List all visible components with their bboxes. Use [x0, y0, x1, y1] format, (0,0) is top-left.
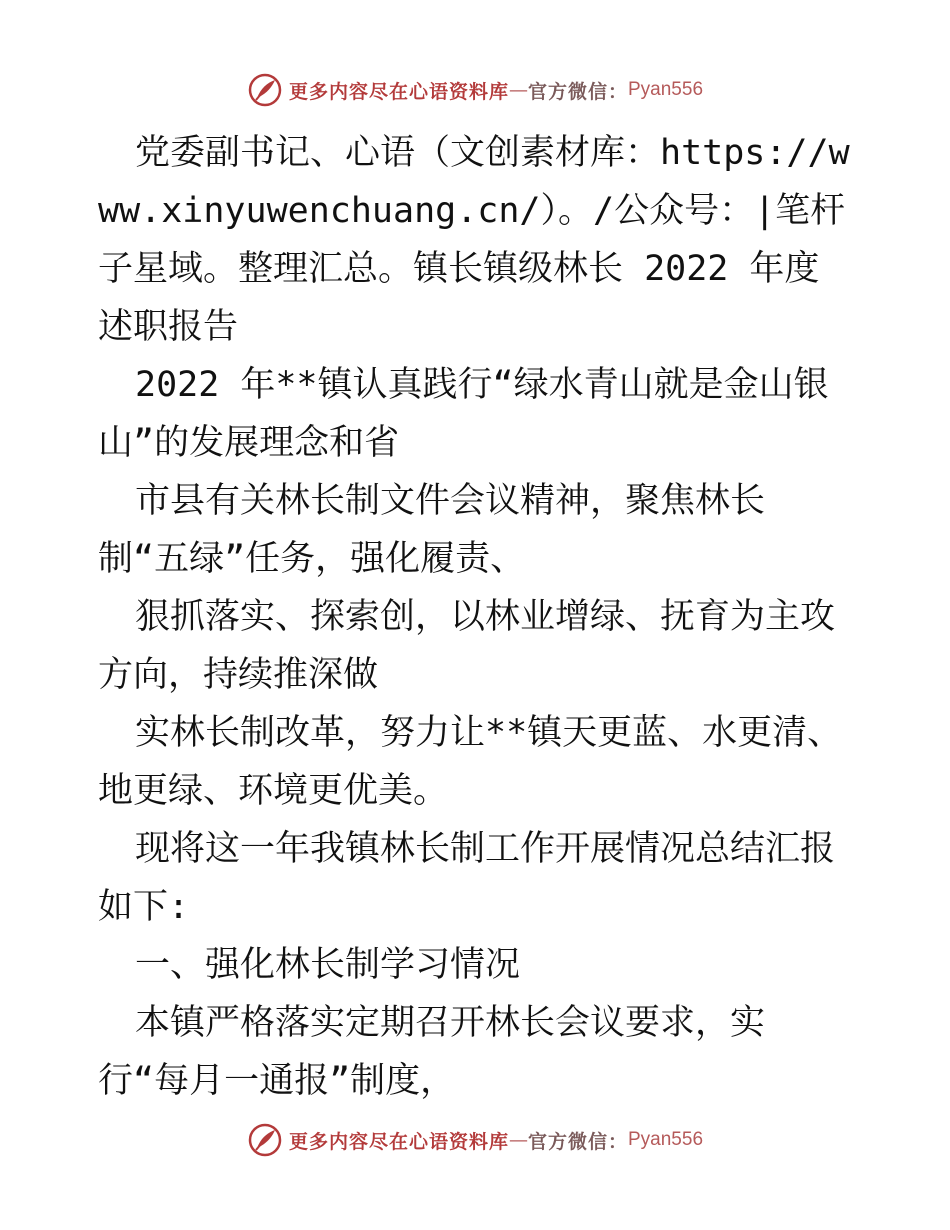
- paragraph: 山”的发展理念和省: [98, 423, 400, 463]
- feather-circle-icon: [247, 1122, 283, 1158]
- paragraph: 现将这一年我镇林长制工作开展情况总结汇报如下:: [98, 829, 836, 927]
- banner-wechat-id: Pyan556: [628, 1129, 704, 1150]
- paragraph: 市县有关林长制文件会议精神，聚焦林长制“五绿”任务，强化履责、: [98, 481, 766, 579]
- banner-wechat-label: 官方微信：: [527, 80, 628, 103]
- paragraph: 党委副书记、心语（文创素材库：https://www.xinyuwenchuang.cn/）。/公众号：|笔杆子星域。整理汇总。镇长镇级林长 2022 年度述职报告: [98, 133, 850, 347]
- paragraph: 本镇严格落实定期召开林长会议要求，实行“每月一通报”制度，: [98, 1003, 766, 1101]
- banner-wechat-label: 官方微信：: [527, 1130, 628, 1153]
- banner-wechat-id: Pyan556: [628, 79, 704, 100]
- feather-circle-icon: [247, 72, 283, 108]
- section-heading: 一、强化林长制学习情况: [135, 945, 521, 985]
- paragraph: 2022 年**镇认真践行“绿水青山就是金山银: [135, 365, 829, 405]
- paragraph: 狠抓落实、探索创，以林业增绿、抚育为主攻方向，持续推深做: [98, 597, 836, 695]
- banner-main-text: 更多内容尽在心语资料库: [288, 80, 509, 103]
- header-banner: [0, 72, 950, 108]
- footer-banner: [0, 1122, 950, 1158]
- paragraph: 实林长制改革，努力让**镇天更蓝、水更清、地更绿、环境更优美。: [98, 713, 843, 811]
- banner-dash: —: [508, 1129, 528, 1151]
- document-body: [98, 124, 852, 1110]
- banner-main-text: 更多内容尽在心语资料库: [288, 1130, 509, 1153]
- banner-dash: —: [508, 79, 528, 101]
